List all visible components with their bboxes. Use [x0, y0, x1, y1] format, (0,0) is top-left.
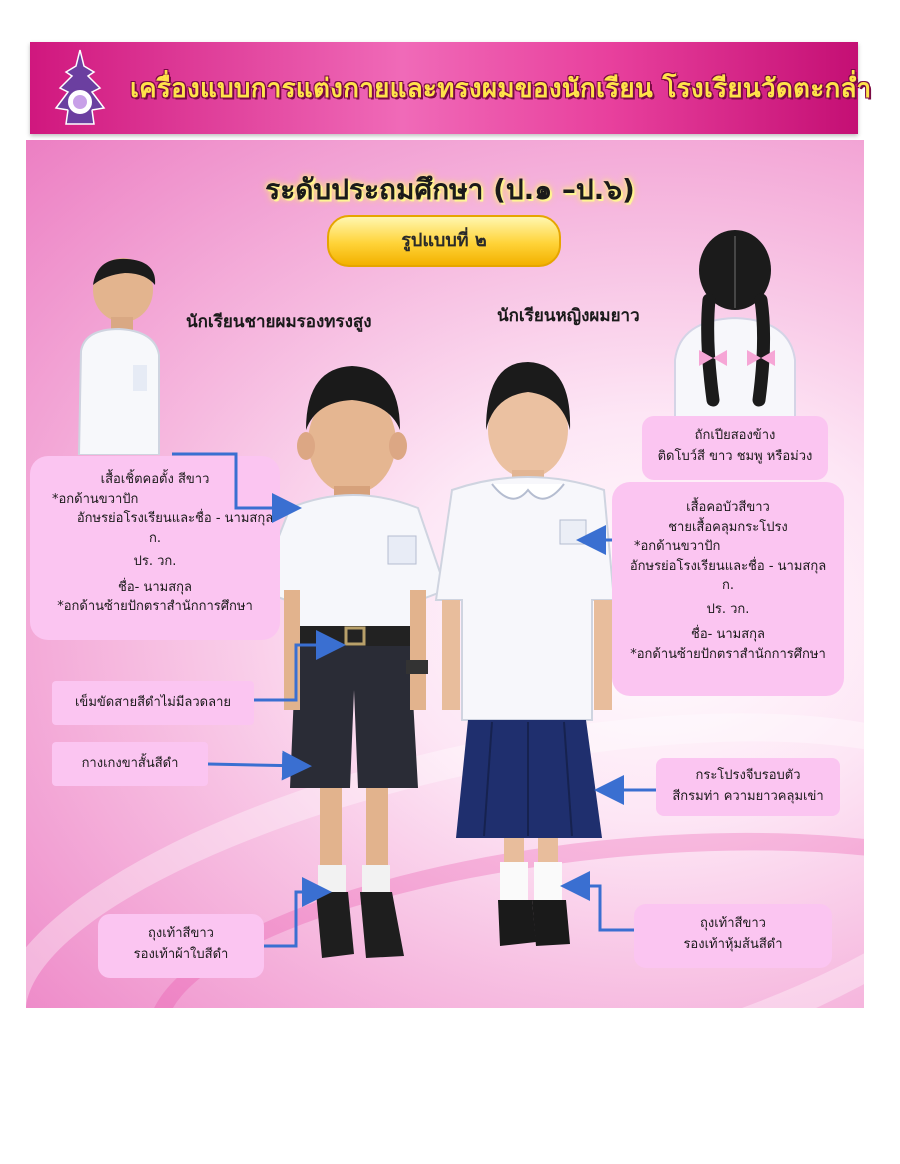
level-title: ระดับประถมศึกษา (ป.๑ –ป.๖) [265, 173, 635, 206]
arrow-boy-shoes [264, 892, 326, 946]
girl-shirt-line: *อกด้านซ้ายปักตราสำนักการศึกษา [630, 646, 826, 662]
girl-shirt-line: *อกด้านขวาปัก [634, 539, 721, 554]
boy-shirt-line: อักษรย่อโรงเรียนและชื่อ - นามสกุล [76, 511, 274, 526]
girl-socks-line: รองเท้าหุ้มส้นสีดำ [683, 936, 783, 952]
header-title: เครื่องแบบการแต่งกายและทรงผมของนักเรียน โรงเรียนวัดตะกล่ำ [130, 74, 872, 104]
girl-skirt-line: สีกรมท่า ความยาวคลุมเข่า [672, 788, 824, 804]
girl-caption: นักเรียนหญิงผมยาว [497, 306, 640, 326]
girl-shirt-line: ชื่อ- นามสกุล [691, 627, 765, 642]
boy-shirt-line: *อกด้านซ้ายปักตราสำนักการศึกษา [57, 599, 253, 614]
boy-shirt-line: เสื้อเชิ้ตคอตั้ง สีขาว [100, 472, 210, 487]
girl-shirt-line: เสื้อคอบัวสีขาว [686, 500, 770, 515]
boy-shirt-line: ก. [148, 530, 161, 546]
arrow-girl-shoes [566, 886, 634, 930]
girl-shirt-line: ปร. วก. [706, 601, 750, 617]
girl-socks-line: ถุงเท้าสีขาว [700, 916, 766, 931]
boy-shirt-line: ชื่อ- นามสกุล [118, 579, 192, 595]
arrow-belt [254, 645, 340, 700]
boy-shirt-line: *อกด้านขวาปัก [52, 491, 139, 507]
boy-shirt-line: ปร. วก. [133, 554, 177, 569]
girl-hair-line: ถักเปียสองข้าง [694, 428, 776, 443]
arrow-shirt-boy [172, 454, 296, 508]
boy-caption: นักเรียนชายผมรองทรงสูง [186, 312, 372, 332]
boy-socks-line: ถุงเท้าสีขาว [148, 926, 214, 941]
girl-skirt-line: กระโปรงจีบรอบตัว [695, 768, 801, 783]
girl-shirt-line: อักษรย่อโรงเรียนและชื่อ - นามสกุล [629, 558, 827, 574]
girl-shirt-line: ก. [721, 578, 734, 593]
boy-socks-line: รองเท้าผ้าใบสีดำ [133, 946, 229, 962]
pattern-badge: รูปแบบที่ ๒ [327, 215, 561, 267]
girl-shirt-line: ชายเสื้อคลุมกระโปรง [668, 519, 788, 535]
arrow-pants [208, 764, 306, 766]
boy-belt-box: เข็มขัดสายสีดำไม่มีลวดลาย [52, 681, 254, 725]
girl-hair-line: ติดโบว์สี ขาว ชมพู หรือม่วง [657, 448, 813, 464]
boy-pants-box: กางเกงขาสั้นสีดำ [52, 742, 208, 786]
